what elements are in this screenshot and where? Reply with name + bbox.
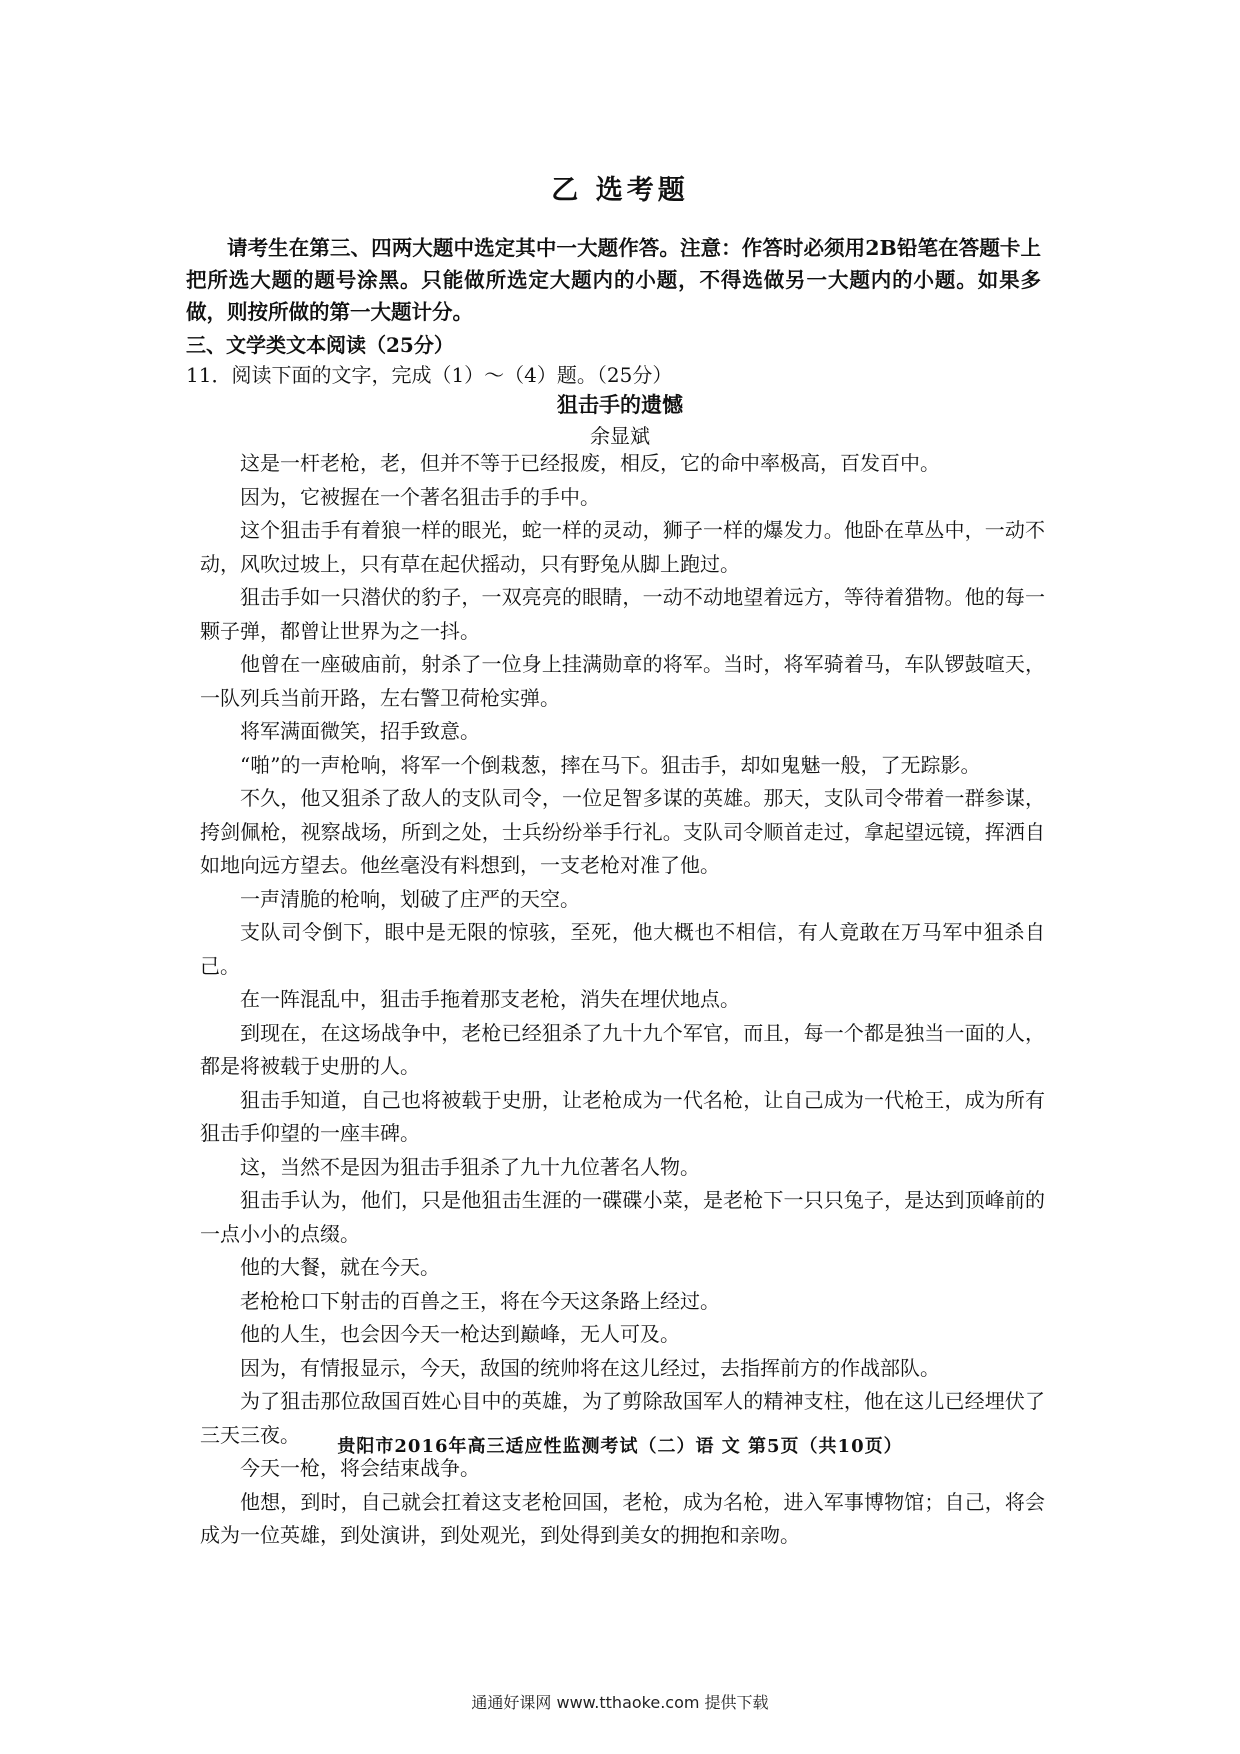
story-paragraph: 这是一杆老枪，老，但并不等于已经报废，相反，它的命中率极高，百发百中。 (240, 451, 940, 475)
story-paragraph: 到现在，在这场战争中，老枪已经狙杀了九十九个军官，而且，每一个都是独当一面的人，都是将被载于史册的人。 (200, 1020, 1045, 1078)
question-heading: 11．阅读下面的文字，完成（1）～（4）题。（25分） (186, 363, 673, 387)
story-paragraph: 因为，它被握在一个著名狙击手的手中。 (240, 484, 600, 509)
story-paragraph: 老枪枪口下射击的百兽之王，将在今天这条路上经过。 (240, 1288, 720, 1313)
story-paragraph: 狙击手如一只潜伏的豹子，一双亮亮的眼睛，一动不动地望着远方，等待着猎物。他的每一颗子弹，都曾让世界为之一抖。 (200, 585, 1045, 643)
story-paragraph: 这，当然不是因为狙击手狙杀了九十九位著名人物。 (240, 1154, 700, 1179)
story-paragraph: 他的大餐，就在今天。 (240, 1255, 440, 1279)
instructions-paragraph: 请考生在第三、四两大题中选定其中一大题作答。注意：作答时必须用2B铅笔在答题卡上把所选大题的题号涂黑。只能做所选定大题内的小题，不得选做另一大题内的小题。如果多做，则按所做的第一大题计分。 (186, 236, 1041, 324)
story-paragraph: 因为，有情报显示，今天，敌国的统帅将在这儿经过，去指挥前方的作战部队。 (240, 1355, 940, 1380)
story-paragraph: 狙击手认为，他们，只是他狙击生涯的一碟碟小菜，是老枪下一只只兔子，是达到顶峰前的一点小小的点缀。 (200, 1188, 1045, 1246)
story-paragraph: 狙击手知道，自己也将被载于史册，让老枪成为一代名枪，让自己成为一代枪王，成为所有狙击手仰望的一座丰碑。 (200, 1087, 1045, 1145)
story-title: 狙击手的遗憾 (557, 392, 683, 417)
story-paragraph: “啪”的一声枪响，将军一个倒栽葱，摔在马下。狙击手，却如鬼魅一般，了无踪影。 (240, 752, 981, 777)
story-paragraph: 今天一枪，将会结束战争。 (240, 1456, 480, 1480)
story-paragraph: 这个狙击手有着狼一样的眼光，蛇一样的灵动，狮子一样的爆发力。他卧在草丛中，一动不动，风吹过坡上，只有草在起伏摇动，只有野兔从脚上跑过。 (200, 518, 1045, 576)
story-paragraph: 不久，他又狙杀了敌人的支队司令，一位足智多谋的英雄。那天，支队司令带着一群参谋，挎剑佩枪，视察战场，所到之处，士兵纷纷举手行礼。支队司令顺首走过，拿起望远镜，挥洒自如地向远方望去。他丝毫没有料想到，一支老枪对准了他。 (200, 786, 1045, 877)
story-paragraph: 将军满面微笑，招手致意。 (240, 719, 480, 743)
story-body (200, 447, 1045, 1553)
story-paragraph: 为了狙击那位敌国百姓心目中的英雄，为了剪除敌国军人的精神支柱，他在这儿已经埋伏了三天三夜。 (200, 1389, 1045, 1447)
story-paragraph: 一声清脆的枪响，划破了庄严的天空。 (240, 886, 580, 911)
story-author: 余显斌 (590, 424, 650, 448)
site-footer-link[interactable]: 通通好课网 www.tthaoke.com 提供下载 (471, 1693, 769, 1712)
section-title: 乙 选考题 (551, 175, 689, 206)
page-footer: 贵阳市2016年高三适应性监测考试（二）语 文 第5页（共10页） (337, 1436, 903, 1457)
story-paragraph: 他想，到时，自己就会扛着这支老枪回国，老枪，成为名枪，进入军事博物馆；自己，将会成为一位英雄，到处演讲，到处观光，到处得到美女的拥抱和亲吻。 (200, 1489, 1045, 1547)
story-paragraph: 他曾在一座破庙前，射杀了一位身上挂满勋章的将军。当时，将军骑着马，车队锣鼓喧天，一队列兵当前开路，左右警卫荷枪实弹。 (200, 652, 1045, 710)
part-heading: 三、文学类文本阅读（25分） (186, 333, 454, 357)
story-paragraph: 他的人生，也会因今天一枪达到巅峰，无人可及。 (240, 1322, 680, 1346)
story-paragraph: 在一阵混乱中，狙击手拖着那支老枪，消失在埋伏地点。 (240, 987, 740, 1011)
story-paragraph: 支队司令倒下，眼中是无限的惊骇，至死，他大概也不相信，有人竟敢在万马军中狙杀自己。 (200, 920, 1045, 978)
